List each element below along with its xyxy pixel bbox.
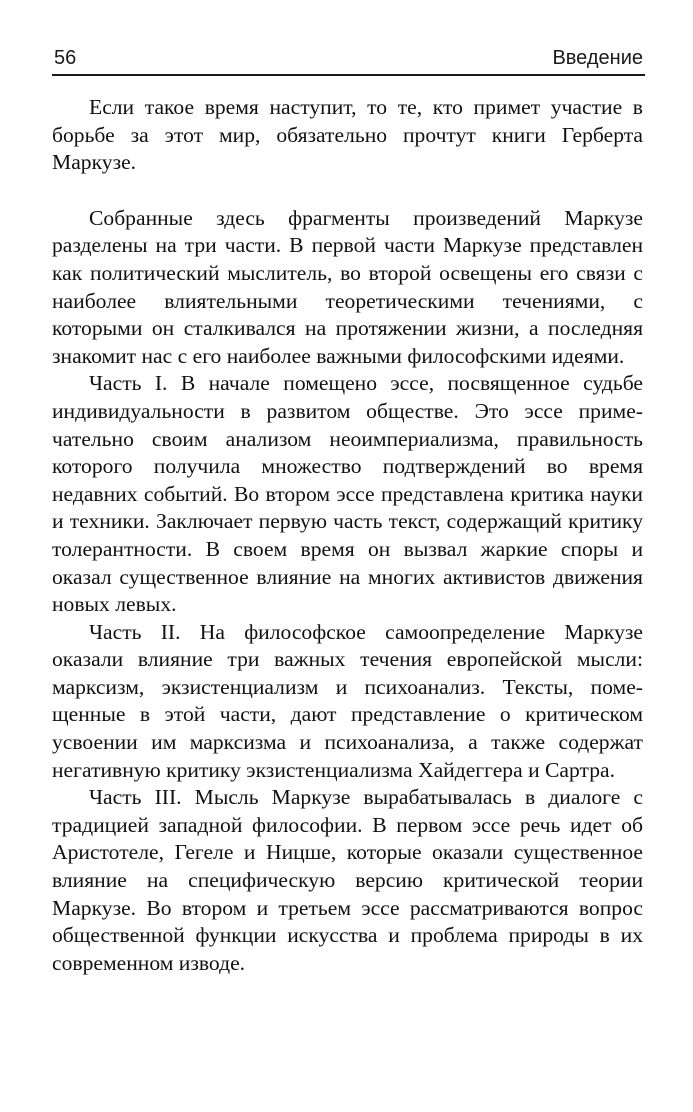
page-number: 56 <box>54 47 77 69</box>
paragraph-part-3: Часть III. Мысль Маркузе вырабатывалась в диалоге с традицией западной философии. В первом эссе речь идет об Аристотеле, Гегеле и Ницше, которые оказали существенное влияние на специфическую версию критической теории Маркузе. Во втором и третьем эссе рассматриваются вопрос общественной функции искусства и проблема природы в их современном изводе. <box>52 785 643 975</box>
running-header <box>52 44 645 76</box>
running-title: Введение <box>552 47 643 69</box>
paragraph-part-2: Часть II. На философское самоопределение Маркузе оказали влияние три важных течения европейской мысли: марксизм, экзистенциализм и психоанализ. Тексты, помещенные в этой части, дают представление о критическом усвоении им марксизма и психоанализа, а также содержат негативную критику экзистенциализма Хайдеггера и Сартра. <box>52 619 643 782</box>
paragraph-overview: Собранные здесь фрагменты произведений Маркузе разделены на три части. В первой части Маркузе представлен как политический мыслитель, во второй освещены его связи с наиболее влиятельными теоретическими течениями, с которыми он сталкивался на протяжении жизни, а последняя знакомит нас с его наиболее важными философскими идеями. <box>52 205 643 368</box>
paragraph-conclusion: Если такое время наступит, то те, кто примет участие в борьбе за этот мир, обязательно прочтут книги Герберта Маркузе. <box>52 95 643 175</box>
paragraph-part-1: Часть I. В начале помещено эссе, посвященное судьбе индивидуальности в развитом обществе. Это эссе примечательно своим анализом неоимпериализма, правильность которого получила множество подтверждений во время недавних событий. Во втором эссе представлена критика науки и техники. Заключает первую часть текст, содержащий критику толерантности. В своем время он вызвал жаркие споры и оказал существенное влияние на многих активистов движения новых левых. <box>52 371 643 617</box>
body-text <box>52 94 643 977</box>
